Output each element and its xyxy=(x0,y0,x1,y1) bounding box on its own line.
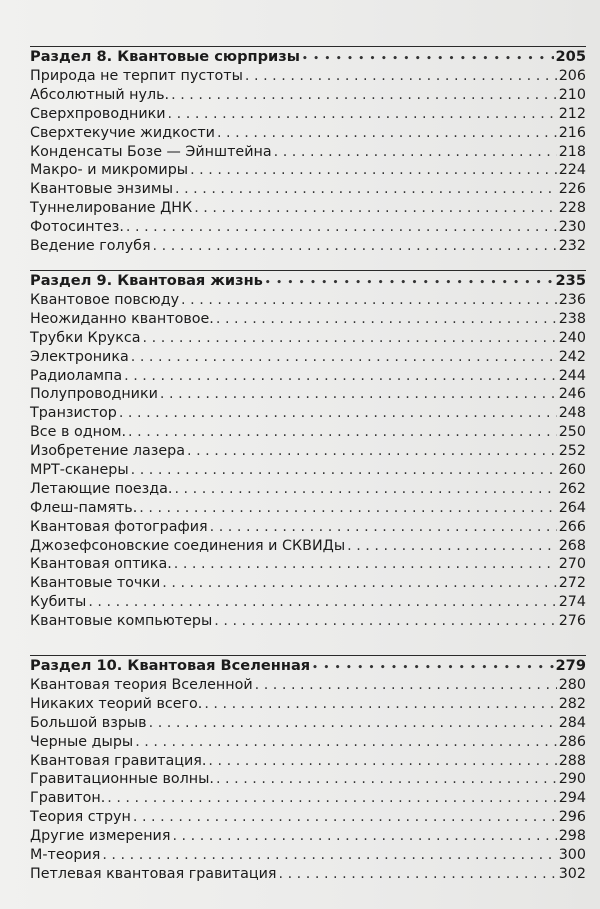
entry-page-number: 240 xyxy=(558,329,586,346)
entry-title: Квантовая оптика. xyxy=(30,556,172,573)
entry-title: Квантовая теория Вселенной xyxy=(30,677,253,693)
entry-page-number: 212 xyxy=(558,105,586,122)
dot-leader xyxy=(119,404,557,423)
dot-leader xyxy=(172,827,556,846)
entry-page-number: 294 xyxy=(558,790,586,807)
dot-leader xyxy=(279,865,557,884)
toc-entry xyxy=(30,199,586,218)
entry-page-number: 264 xyxy=(558,499,586,516)
entry-title: Сверхпроводники xyxy=(30,105,166,122)
entry-title: М-теория xyxy=(30,847,101,864)
entry-title: Квантовая фотография xyxy=(30,518,208,535)
dot-leader xyxy=(135,733,557,752)
toc-entry xyxy=(30,555,586,574)
dot-leader xyxy=(210,518,557,537)
dot-leader xyxy=(216,310,557,329)
toc-entry xyxy=(30,105,586,124)
entry-title: Гравитон. xyxy=(30,790,106,807)
entry-page-number: 224 xyxy=(558,162,586,179)
toc-entry xyxy=(30,310,586,329)
section-page-number: 235 xyxy=(555,271,586,289)
toc-section-9 xyxy=(30,270,586,631)
entry-page-number: 284 xyxy=(558,714,586,731)
entry-page-number: 282 xyxy=(558,695,586,712)
entry-page-number: 286 xyxy=(558,733,586,750)
entry-page-number: 272 xyxy=(558,575,586,592)
entry-title: Квантовые точки xyxy=(30,575,161,592)
dot-leader xyxy=(217,124,557,143)
dot-leader xyxy=(347,537,557,556)
entry-title: Макро- и микромиры xyxy=(30,162,189,179)
entry-title: Другие измерения xyxy=(30,828,171,845)
entry-page-number: 260 xyxy=(558,462,586,479)
dot-leader xyxy=(102,846,556,865)
dot-leader xyxy=(302,48,554,69)
dot-leader xyxy=(175,180,557,199)
section-page-number: 279 xyxy=(555,656,586,674)
entry-title: Природа не терпит пустоты xyxy=(30,68,243,84)
entry-title: Квантовое повсюду xyxy=(30,292,180,308)
entry-title: Квантовая гравитация. xyxy=(30,752,207,769)
section-title: Раздел 10. Квантовая Вселенная xyxy=(30,656,311,674)
toc-entry xyxy=(30,124,586,143)
entry-page-number: 232 xyxy=(558,238,586,255)
dot-leader xyxy=(208,752,556,771)
toc-entry xyxy=(30,593,586,612)
entry-page-number: 236 xyxy=(558,292,586,308)
entry-title: Транзистор xyxy=(30,405,117,422)
toc-entry xyxy=(30,237,586,256)
dot-leader xyxy=(174,480,556,499)
dot-leader xyxy=(194,199,557,218)
toc-section-heading xyxy=(30,272,586,292)
entry-page-number: 230 xyxy=(558,219,586,236)
entry-page-number: 300 xyxy=(558,847,586,864)
section-title: Раздел 9. Квантовая жизнь xyxy=(30,271,263,289)
toc-entry xyxy=(30,770,586,789)
dot-leader xyxy=(160,385,557,404)
toc-entry xyxy=(30,423,586,442)
toc-entry xyxy=(30,161,586,180)
dot-leader xyxy=(153,237,557,256)
toc-entry xyxy=(30,537,586,556)
entry-title: Петлевая квантовая гравитация xyxy=(30,865,277,882)
entry-title: Ведение голубя xyxy=(30,238,151,255)
dot-leader xyxy=(171,86,557,105)
entry-page-number: 296 xyxy=(558,809,586,826)
entry-page-number: 226 xyxy=(558,181,586,198)
dot-leader xyxy=(187,442,557,461)
entry-page-number: 206 xyxy=(558,68,586,84)
toc-entry xyxy=(30,442,586,461)
entry-title: Джозефсоновские соединения и СКВИДы xyxy=(30,537,346,554)
entry-page-number: 298 xyxy=(558,828,586,845)
entry-page-number: 280 xyxy=(558,677,586,693)
entry-page-number: 252 xyxy=(558,443,586,460)
dot-leader xyxy=(204,695,556,714)
entry-title: Фотосинтез. xyxy=(30,219,124,236)
toc-entry xyxy=(30,612,586,631)
entry-page-number: 268 xyxy=(558,537,586,554)
toc-entry xyxy=(30,218,586,237)
entry-page-number: 248 xyxy=(558,405,586,422)
toc-entry xyxy=(30,733,586,752)
entry-title: Гравитационные волны. xyxy=(30,771,214,788)
entry-page-number: 242 xyxy=(558,348,586,365)
dot-leader xyxy=(133,808,557,827)
section-page-number: 205 xyxy=(555,47,586,65)
toc-entry xyxy=(30,348,586,367)
dot-leader xyxy=(190,161,557,180)
entry-title: Все в одном. xyxy=(30,424,127,441)
section-title: Раздел 8. Квантовые сюрпризы xyxy=(30,47,300,65)
toc-entry xyxy=(30,789,586,808)
entry-title: Флеш-память. xyxy=(30,499,138,516)
entry-page-number: 262 xyxy=(558,480,586,497)
dot-leader xyxy=(126,218,557,237)
dot-leader xyxy=(312,657,553,678)
toc-entry xyxy=(30,827,586,846)
toc-entry xyxy=(30,676,586,695)
dot-leader xyxy=(131,348,557,367)
dot-leader xyxy=(128,423,557,442)
toc-entry xyxy=(30,385,586,404)
dot-leader xyxy=(245,67,557,86)
entry-page-number: 266 xyxy=(558,518,586,535)
toc-entry xyxy=(30,461,586,480)
entry-page-number: 270 xyxy=(558,556,586,573)
entry-page-number: 290 xyxy=(558,771,586,788)
entry-page-number: 288 xyxy=(558,752,586,769)
dot-leader xyxy=(107,789,556,808)
entry-title: Трубки Крукса xyxy=(30,329,141,346)
toc-entry xyxy=(30,499,586,518)
entry-page-number: 228 xyxy=(558,200,586,217)
dot-leader xyxy=(216,770,557,789)
entry-page-number: 276 xyxy=(558,613,586,630)
entry-title: Изобретение лазера xyxy=(30,443,185,460)
toc-entry xyxy=(30,574,586,593)
toc-entry xyxy=(30,714,586,733)
entry-page-number: 238 xyxy=(558,310,586,327)
entry-title: Абсолютный нуль. xyxy=(30,86,170,103)
dot-leader xyxy=(143,329,557,348)
toc-section-heading xyxy=(30,657,586,677)
toc-section-heading xyxy=(30,48,586,68)
toc-section-8 xyxy=(30,46,586,256)
dot-leader xyxy=(168,105,557,124)
dot-leader xyxy=(149,714,557,733)
entry-title: Сверхтекучие жидкости xyxy=(30,124,215,141)
toc-entry xyxy=(30,480,586,499)
entry-page-number: 216 xyxy=(558,124,586,141)
toc-entry xyxy=(30,180,586,199)
dot-leader xyxy=(139,499,556,518)
dot-leader xyxy=(181,291,557,310)
entry-title: Туннелирование ДНК xyxy=(30,200,193,217)
entry-page-number: 210 xyxy=(558,86,586,103)
entry-title: Кубиты xyxy=(30,594,87,611)
dot-leader xyxy=(174,555,557,574)
entry-page-number: 244 xyxy=(558,367,586,384)
dot-leader xyxy=(214,612,556,631)
dot-leader xyxy=(265,272,554,293)
toc-entry xyxy=(30,518,586,537)
entry-title: Теория струн xyxy=(30,809,131,826)
toc-entry xyxy=(30,752,586,771)
entry-title: Радиолампа xyxy=(30,367,123,384)
toc-entry xyxy=(30,865,586,884)
dot-leader xyxy=(131,461,557,480)
entry-page-number: 274 xyxy=(558,594,586,611)
entry-title: Квантовые компьютеры xyxy=(30,613,213,630)
entry-page-number: 250 xyxy=(558,424,586,441)
entry-page-number: 218 xyxy=(558,143,586,160)
toc-entry xyxy=(30,67,586,86)
toc-entry xyxy=(30,808,586,827)
entry-page-number: 302 xyxy=(558,865,586,882)
dot-leader xyxy=(88,593,556,612)
toc-entry xyxy=(30,329,586,348)
toc-entry xyxy=(30,846,586,865)
entry-title: Неожиданно квантовое. xyxy=(30,310,214,327)
entry-title: Летающие поезда. xyxy=(30,480,173,497)
toc-entry xyxy=(30,404,586,423)
toc-entry xyxy=(30,291,586,310)
entry-title: Квантовые энзимы xyxy=(30,181,173,198)
toc-entry xyxy=(30,367,586,386)
toc-entry xyxy=(30,143,586,162)
entry-title: Конденсаты Бозе — Эйнштейна xyxy=(30,143,272,160)
toc-section-10 xyxy=(30,655,586,884)
entry-title: Большой взрыв xyxy=(30,714,147,731)
dot-leader xyxy=(255,676,557,695)
toc-entry xyxy=(30,86,586,105)
entry-title: Полупроводники xyxy=(30,386,158,403)
dot-leader xyxy=(162,574,556,593)
entry-page-number: 246 xyxy=(558,386,586,403)
dot-leader xyxy=(274,143,557,162)
entry-title: Электроника xyxy=(30,348,129,365)
dot-leader xyxy=(124,367,557,386)
toc-entry xyxy=(30,695,586,714)
entry-title: МРТ-сканеры xyxy=(30,462,129,479)
entry-title: Никаких теорий всего. xyxy=(30,695,203,712)
entry-title: Черные дыры xyxy=(30,733,134,750)
